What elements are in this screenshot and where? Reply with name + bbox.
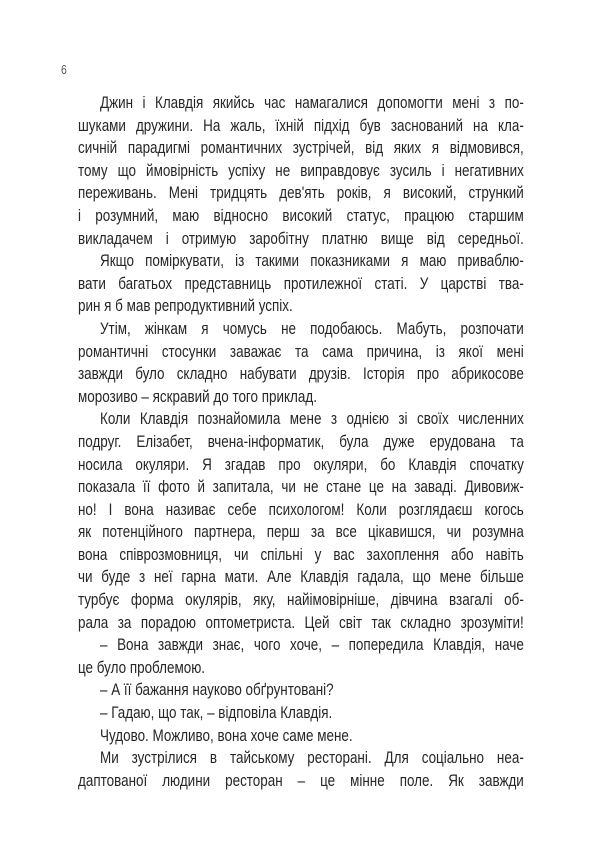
text-line: – Гадаю, що так, – відповіла Клавдія. (100, 704, 333, 723)
text-line: завжди було складно набувати друзів. Історія про абрикосове (78, 365, 524, 384)
body-text (78, 92, 524, 792)
text-line: Чудово. Можливо, вона хоче саме мене. (100, 726, 353, 745)
text-line: морозиво – яскравий до того приклад. (78, 387, 317, 406)
text-line: чи буде з неї гарна мати. Але Клавдія гадала, що мене більше (78, 568, 524, 587)
text-line: Коли Клавдія познайомила мене з однією зі своїх численних (100, 410, 524, 429)
text-line: переживань. Мені тридцять дев'ять років, я високий, стрункий (78, 184, 524, 203)
text-line: вати багатьох представниць протилежної статі. У царстві тва- (78, 274, 524, 293)
text-line: но! І вона називає себе психологом! Коли розглядаєш когось (78, 500, 524, 519)
text-line: тому що ймовірність успіху не виправдовує зусиль і негативних (78, 161, 524, 180)
text-line: Якщо поміркувати, із такими показниками я маю приваблю- (100, 252, 524, 271)
text-line: – Вона завжди знає, чого хоче, – попередила Клавдія, наче (100, 636, 524, 655)
text-line: сичній парадигмі романтичних зустрічей, від яких я відмовився, (78, 139, 524, 158)
text-line: рала за порадою оптометриста. Цей світ так складно зрозуміти! (78, 613, 524, 632)
text-line: даптованої людини ресторан – це мінне поле. Як завжди (78, 771, 524, 790)
text-line: і розумний, маю відносно високий статус, працюю старшим (78, 206, 524, 225)
text-line: як потенційного партнера, перш за все цікавишся, чи розумна (78, 523, 524, 542)
text-line: турбує форма окулярів, яку, найімовірніше, дівчина взагалі об- (78, 591, 524, 610)
text-line: – А її бажання науково обґрунтовані? (100, 681, 334, 700)
text-line: рин я б мав репродуктивний успіх. (78, 297, 293, 316)
text-line: носила окуляри. Я згадав про окуляри, бо Клавдія спочатку (78, 455, 524, 474)
text-line: подруг. Елізабет, вчена-інформатик, була дуже ерудована та (78, 432, 524, 451)
text-line: Утім, жінкам я чомусь не подобаюсь. Мабуть, розпочати (100, 319, 524, 338)
text-line: показала її фото й запитала, чи не стане це на заваді. Дивовиж- (78, 478, 524, 497)
text-line: викладачем і отримую заробітну платню вище від середньої. (78, 229, 524, 248)
text-line: шуками дружини. На жаль, їхній підхід був заснований на кла- (78, 116, 524, 135)
text-line: Джин і Клавдія якийсь час намагалися допомогти мені з по- (100, 94, 524, 112)
text-line: це було проблемою. (78, 658, 206, 677)
text-line: вона співрозмовниця, чи спільні у вас захоплення або навіть (78, 545, 524, 564)
page-number: 6 (61, 62, 67, 77)
text-line: Ми зустрілися в тайському ресторані. Для соціально неа- (100, 749, 524, 768)
text-line: романтичні стосунки заважає та сама причина, із якої мені (78, 342, 524, 361)
